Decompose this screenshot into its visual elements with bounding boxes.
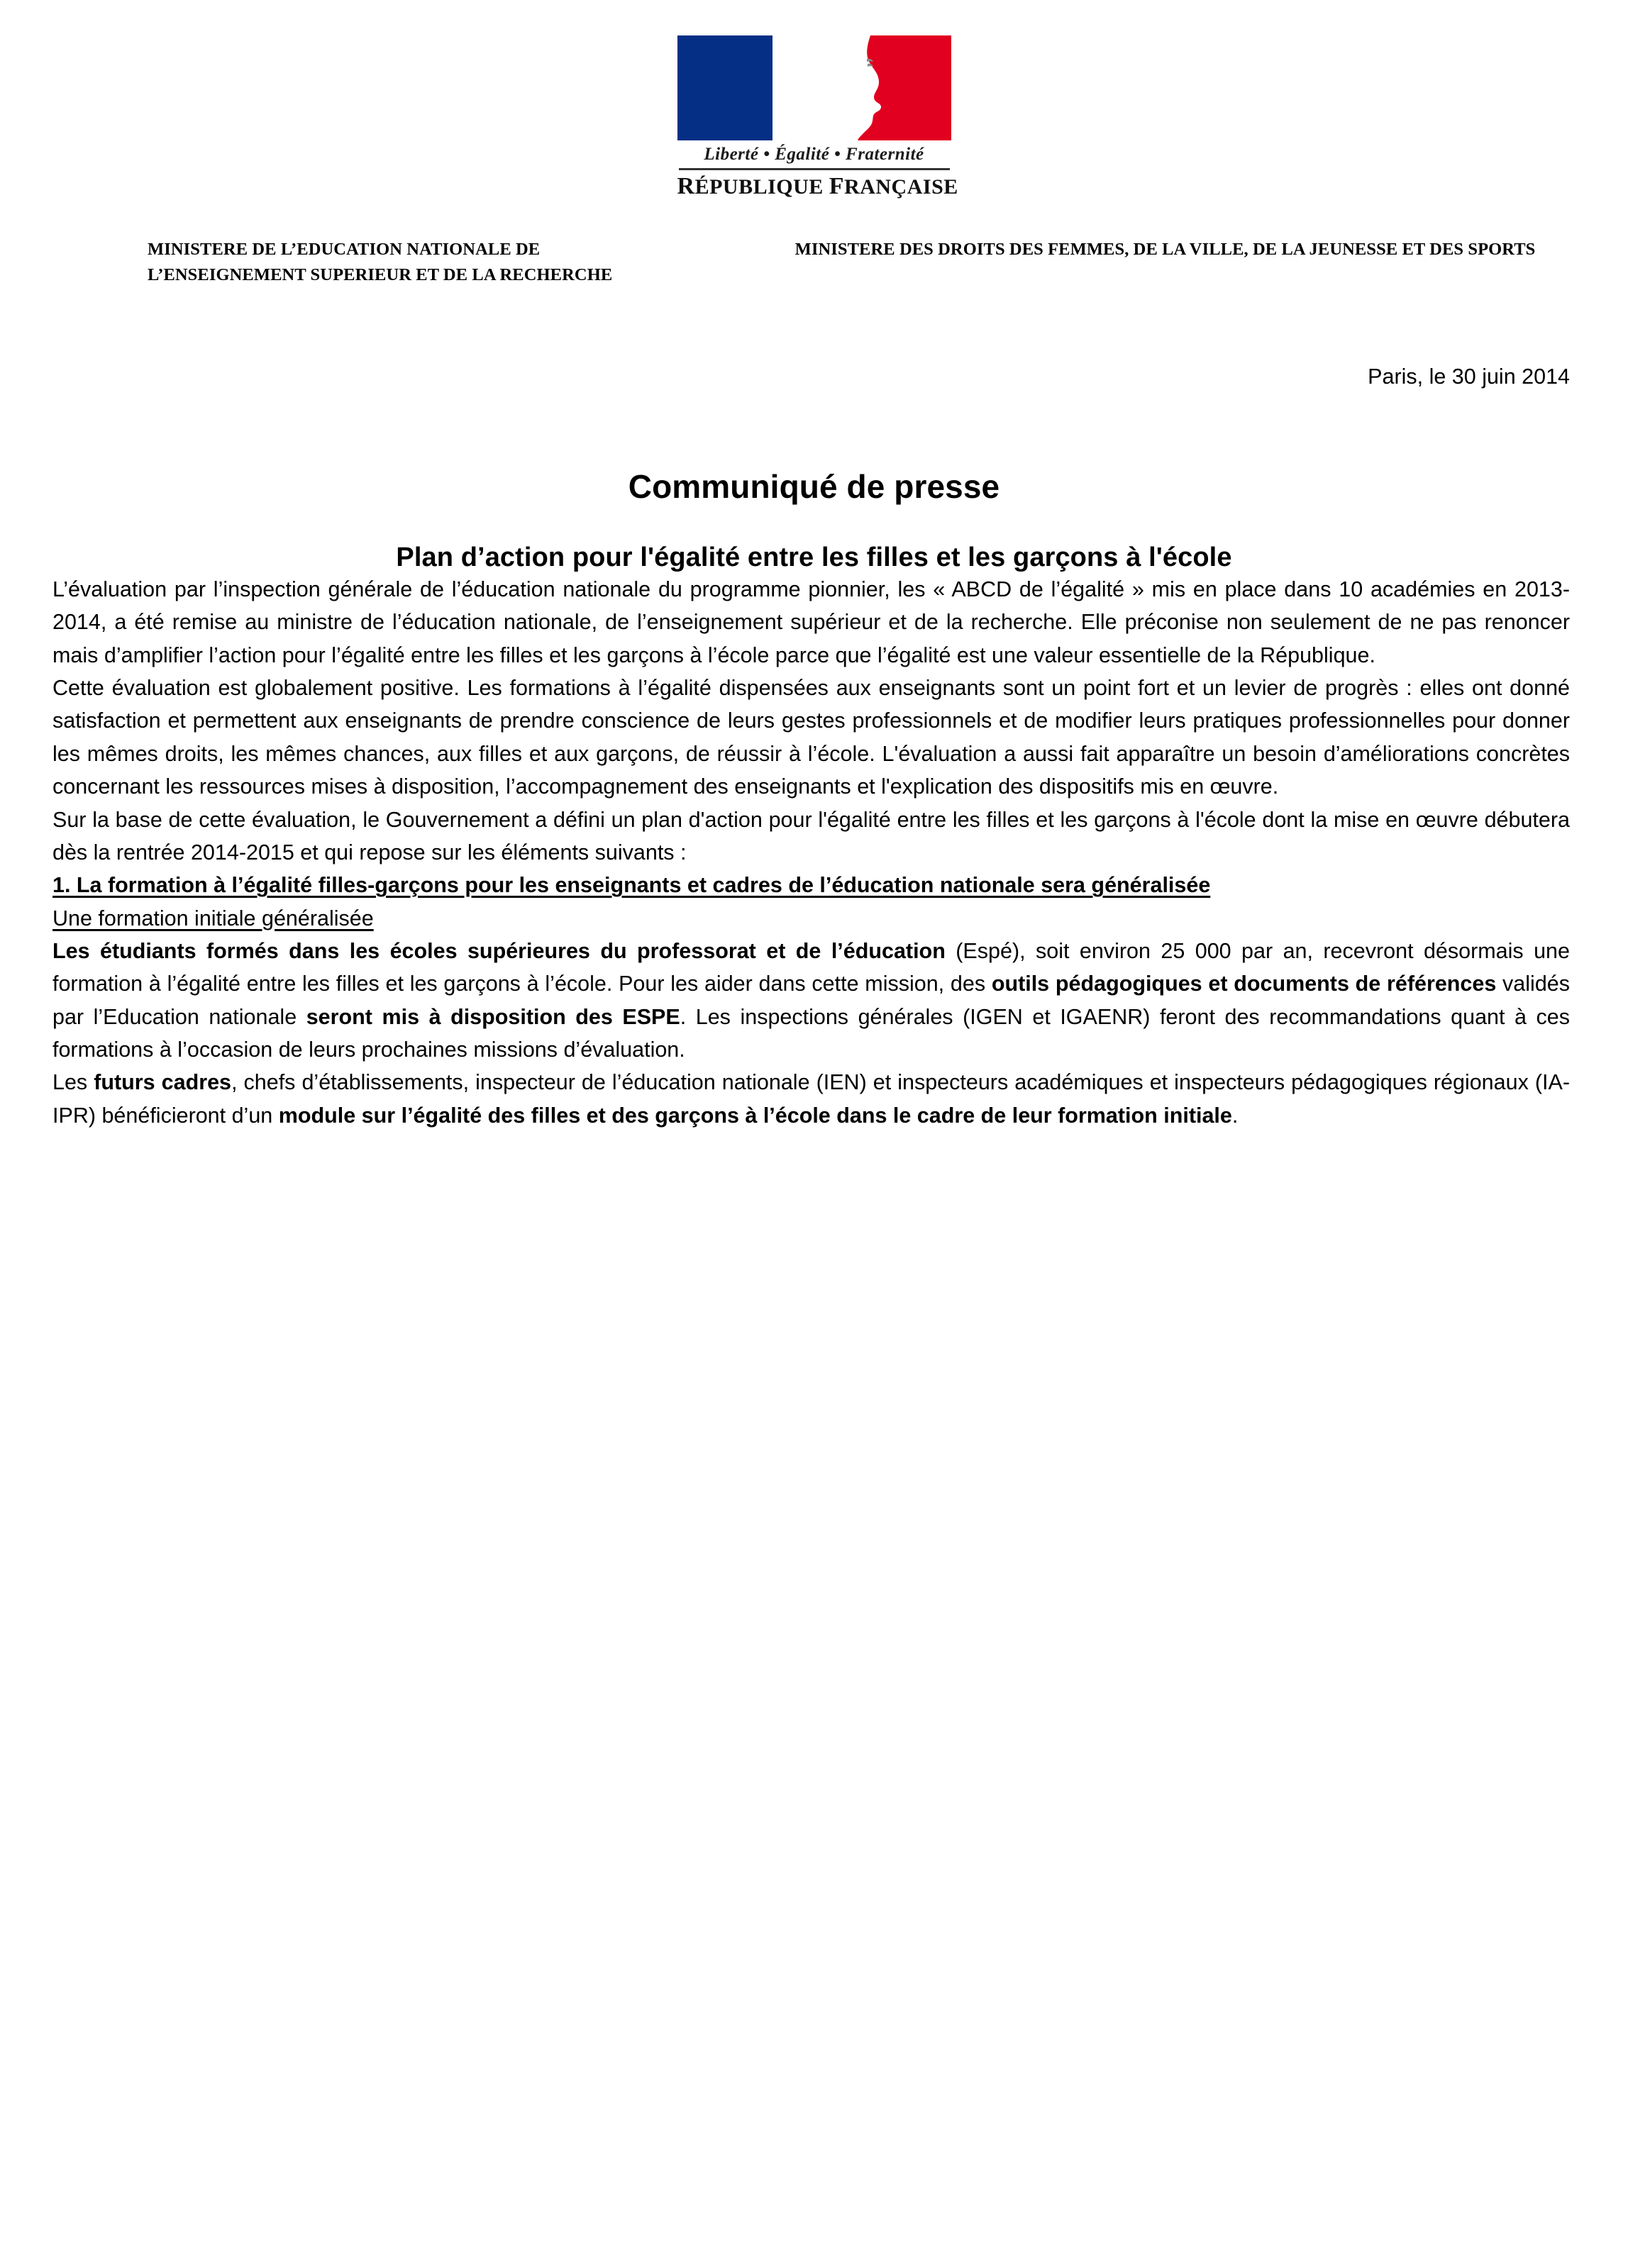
paragraph-4 xyxy=(52,935,1570,1066)
section-1-heading: 1. La formation à l’égalité filles-garçons pour les enseignants et cadres de l’éducation nationale sera généralisée xyxy=(52,873,1211,898)
logo-republique-francaise xyxy=(677,173,958,200)
logo-motto: Liberté • Égalité • Fraternité xyxy=(704,145,924,164)
marianne-flag-icon xyxy=(677,35,951,140)
logo-r-cap: R xyxy=(677,173,695,199)
logo-epublique: ÉPUBLIQUE xyxy=(694,175,829,199)
paragraph-4-text-3: . Les inspections générales (IGEN et IGAENR) feront des recommandations quant à ces formations à l’occasion de leurs prochaines missions d’évaluation. xyxy=(52,1004,1570,1062)
paragraph-5-bold-1: futurs cadres xyxy=(94,1070,232,1095)
logo-divider-rule xyxy=(679,168,950,170)
logo-f-cap: F xyxy=(829,173,845,199)
marianne-profile-icon xyxy=(677,35,951,140)
document-body xyxy=(27,573,1601,1132)
paragraph-5-text-3: . xyxy=(1231,1103,1239,1128)
paragraph-5-text-1: Les xyxy=(52,1070,94,1095)
paragraph-5 xyxy=(52,1066,1570,1132)
paragraph-1: L’évaluation par l’inspection générale de l’éducation nationale du programme pionnier, les « ABCD de l’égalité » mis en place dans 10 académies en 2013-2014, a été remise au ministre de l’éducation nationale, de l’enseignement supérieur et de la recherche. Elle préconise non seulement de ne pas renoncer mais d’amplifier l’action pour l’égalité entre les filles et les garçons à l’école parce que l’égalité est une valeur essentielle de la République. xyxy=(52,577,1570,667)
dateline: Paris, le 30 juin 2014 xyxy=(1368,365,1570,389)
paragraph-4-bold-3: seront mis à disposition des ESPE xyxy=(306,1004,680,1029)
french-republic-logo xyxy=(677,35,958,200)
paragraph-5-text-2: , chefs d’établissements, inspecteur de l’éducation nationale (IEN) et inspecteurs académiques et inspecteurs pédagogiques régionaux (IA-IPR) bénéficieront d’un xyxy=(52,1070,1570,1128)
ministry-headers xyxy=(27,237,1601,288)
ministry-women-rights-label: MINISTERE DES DROITS DES FEMMES, DE LA VILLE, DE LA JEUNESSE ET DES SPORTS xyxy=(794,240,1536,259)
paragraph-4-bold-1: Les étudiants formés dans les écoles supérieures du professorat et de l’éducation xyxy=(52,938,946,963)
republic-logo-block xyxy=(27,0,1601,200)
page-subtitle: Plan d’action pour l'égalité entre les filles et les garçons à l'école xyxy=(396,543,1232,572)
section-1-subheading: Une formation initiale généralisée xyxy=(52,906,374,930)
paragraph-4-text-2: validés par l’Education nationale xyxy=(52,972,1570,1029)
ministry-education-label: MINISTERE DE L’EDUCATION NATIONALE DE L’ENSEIGNEMENT SUPERIEUR ET DE LA RECHERCHE xyxy=(148,240,613,284)
paragraph-4-text-1: (Espé), soit environ 25 000 par an, recevront désormais une formation à l’égalité entre les filles et les garçons à l’école. Pour les aider dans cette mission, des xyxy=(52,938,1570,996)
paragraph-4-bold-2: outils pédagogiques et documents de références xyxy=(991,972,1497,996)
paragraph-2: Cette évaluation est globalement positive. Les formations à l’égalité dispensées aux enseignants sont un point fort et un levier de progrès : elles ont donné satisfaction et permettent aux enseignants de prendre conscience de leurs gestes professionnels et de modifier leurs pratiques professionnelles pour donner les mêmes droits, les mêmes chances, aux filles et aux garçons, de réussir à l’école. L'évaluation a aussi fait apparaître un besoin d’améliorations concrètes concernant les ressources mises à disposition, l’accompagnement des enseignants et l'explication des dispositifs mis en œuvre. xyxy=(52,676,1570,799)
logo-rancaise: RANÇAISE xyxy=(844,175,958,199)
page-title: Communiqué de presse xyxy=(628,468,1000,505)
paragraph-5-bold-2: module sur l’égalité des filles et des garçons à l’école dans le cadre de leur formation initiale xyxy=(278,1103,1232,1128)
paragraph-3: Sur la base de cette évaluation, le Gouvernement a défini un plan d'action pour l'égalité entre les filles et les garçons à l'école dont la mise en œuvre débutera dès la rentrée 2014-2015 et qui repose sur les éléments suivants : xyxy=(52,807,1570,865)
